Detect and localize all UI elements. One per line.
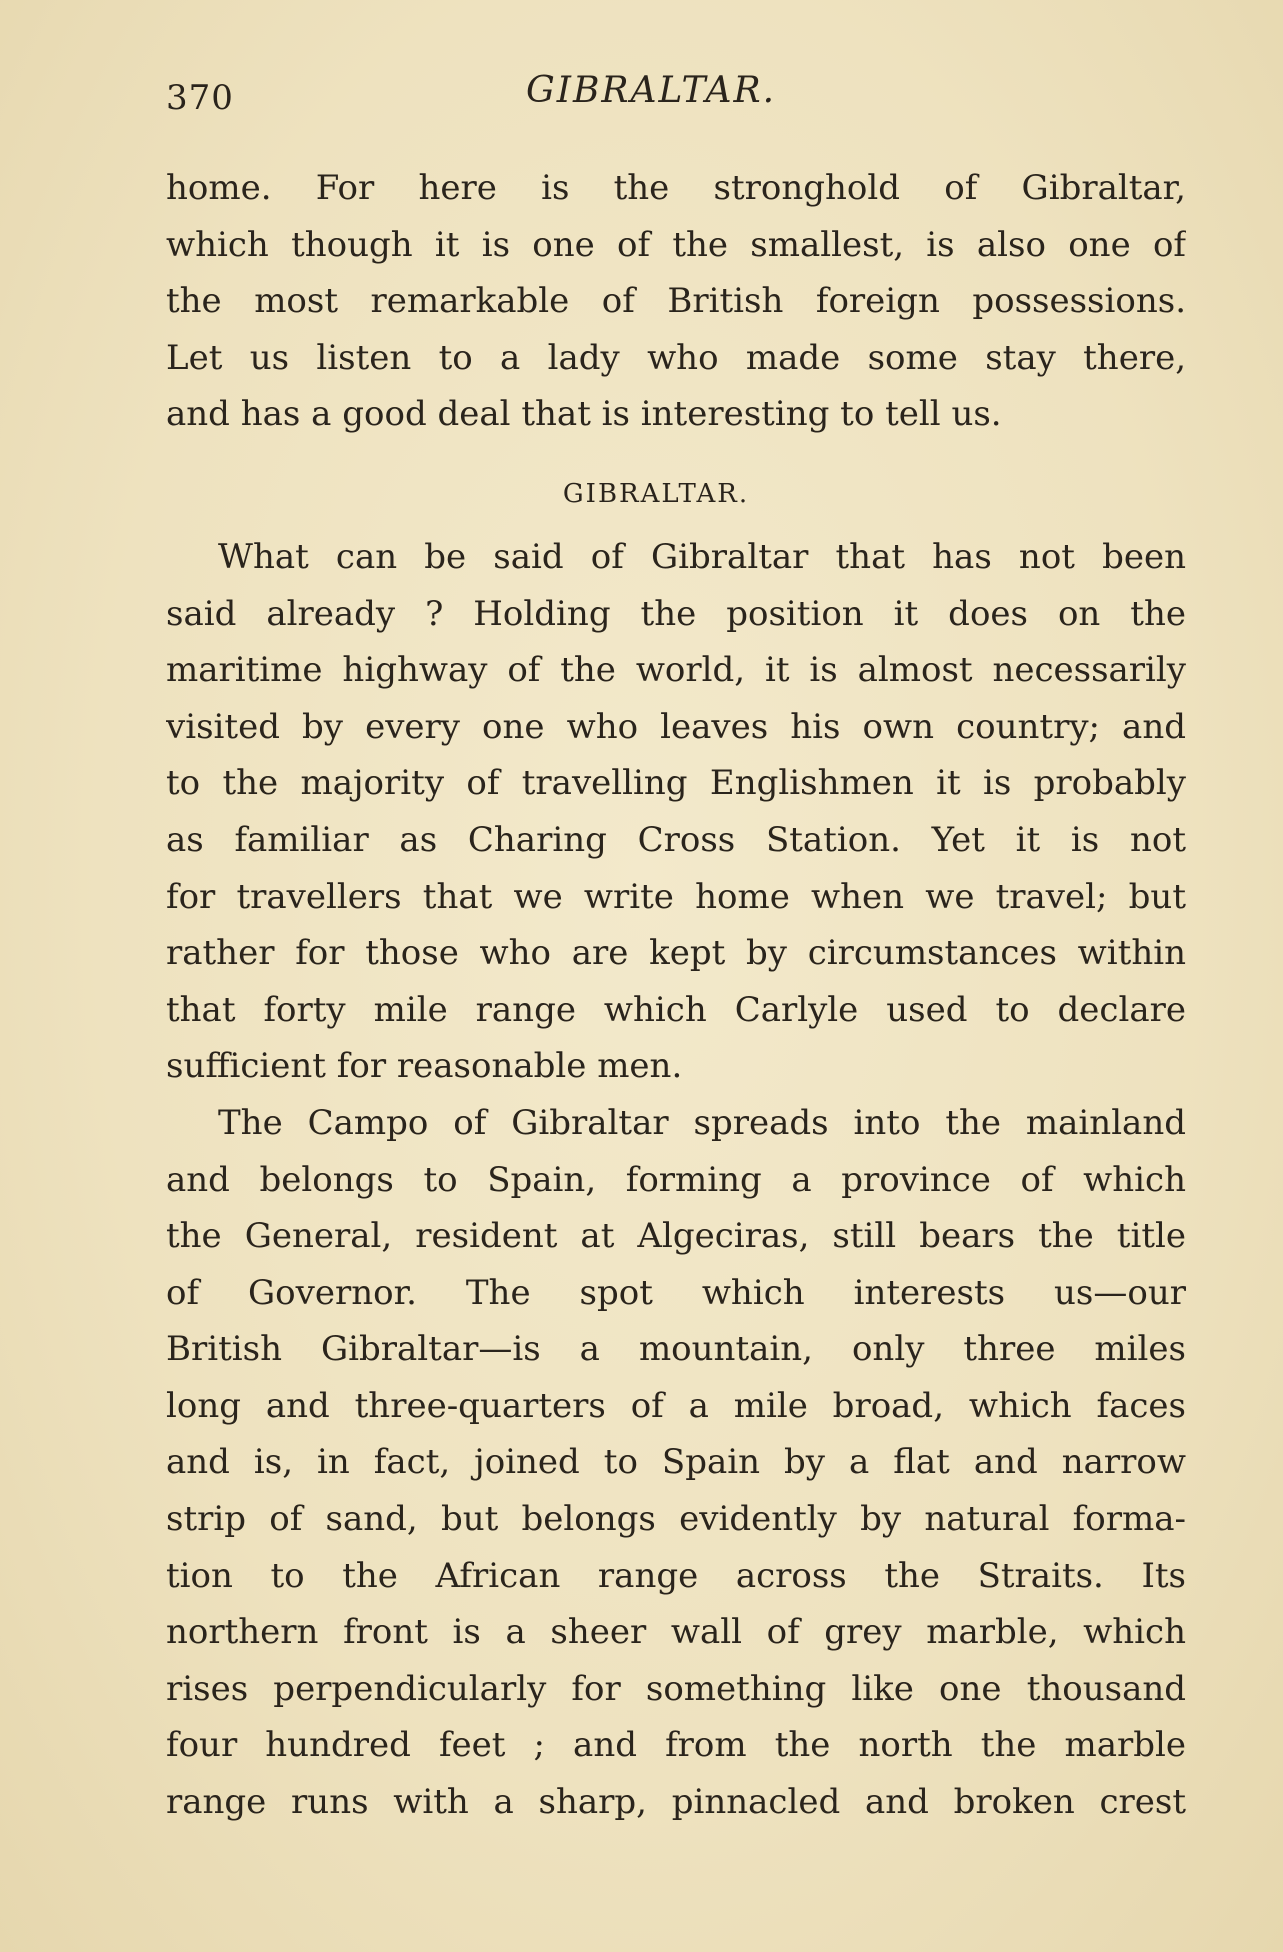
section-paragraph-2 xyxy=(166,1095,1186,1831)
text-line: for travellers that we write home when we travel; but xyxy=(166,876,1186,917)
text-line: home. For here is the stronghold of Gibraltar, xyxy=(166,168,1186,208)
text-line: of Governor. The spot which interests us—our xyxy=(166,1272,1186,1313)
text-line: What can be said of Gibraltar that has not been xyxy=(218,536,1186,577)
text-line: the most remarkable of British foreign possessions. xyxy=(166,281,1186,322)
text-line: rather for those who are kept by circumstances within xyxy=(166,933,1186,974)
intro-paragraph xyxy=(166,160,1186,443)
page-number: 370 xyxy=(166,78,234,118)
section-paragraph-1 xyxy=(166,529,1186,1095)
text-line: tion to the African range across the Straits. Its xyxy=(166,1555,1186,1596)
text-line: long and three-quarters of a mile broad, which faces xyxy=(166,1385,1186,1426)
text-line: northern front is a sheer wall of grey marble, which xyxy=(166,1612,1186,1653)
text-line: to the majority of travelling Englishmen it is probably xyxy=(166,763,1186,804)
text-line: British Gibraltar—is a mountain, only three miles xyxy=(166,1329,1186,1370)
text-line: and is, in fact, joined to Spain by a flat and narrow xyxy=(166,1442,1186,1483)
section-heading: GIBRALTAR. xyxy=(562,478,750,509)
text-line: maritime highway of the world, it is almost necessarily xyxy=(166,650,1186,691)
text-line: as familiar as Charing Cross Station. Yet it is not xyxy=(166,819,1186,860)
text-line: Let us listen to a lady who made some stay there, xyxy=(166,337,1186,378)
running-title: GIBRALTAR. xyxy=(526,70,777,111)
page-header xyxy=(166,70,1186,120)
text-line: which though it is one of the smallest, is also one of xyxy=(166,224,1186,265)
text-line: and belongs to Spain, forming a province of which xyxy=(166,1159,1186,1200)
text-line: strip of sand, but belongs evidently by natural forma- xyxy=(166,1499,1186,1540)
page-text xyxy=(166,160,1186,1831)
text-line: The Campo of Gibraltar spreads into the mainland xyxy=(218,1102,1186,1143)
text-line: visited by every one who leaves his own country; and xyxy=(166,706,1186,747)
text-line: that forty mile range which Carlyle used to declare xyxy=(166,989,1186,1030)
text-line: said already ? Holding the position it does on the xyxy=(166,593,1186,634)
text-line: and has a good deal that is interesting to tell us. xyxy=(166,394,1002,435)
text-line: sufficient for reasonable men. xyxy=(166,1046,683,1087)
text-line: the General, resident at Algeciras, still bears the title xyxy=(166,1216,1186,1257)
text-line: range runs with a sharp, pinnacled and broken crest xyxy=(166,1782,1186,1823)
text-line: four hundred feet ; and from the north the marble xyxy=(166,1725,1186,1766)
text-line: rises perpendicularly for something like one thousand xyxy=(166,1668,1186,1709)
